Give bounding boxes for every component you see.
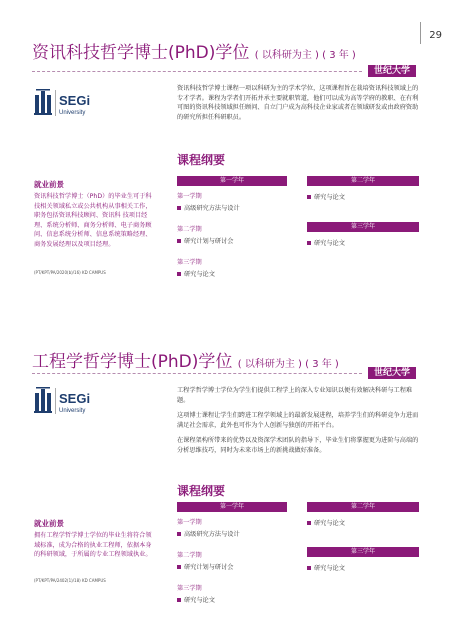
bullet-icon bbox=[307, 566, 311, 570]
curriculum-heading: 课程纲要 bbox=[177, 153, 226, 167]
description-paragraph: 这项博士课程让学生们跨进工程学领域上的最新发展进程，培养学生们的科研竞争力进而满足社会需求，此外也可作为个人创新与独创的开拓平台。 bbox=[177, 412, 419, 429]
semester-label: 第二学期 bbox=[177, 226, 202, 233]
bullet-icon bbox=[177, 239, 181, 243]
program-title-text: 工程学哲学博士(PhD)学位 bbox=[32, 352, 233, 372]
year2-column bbox=[307, 176, 419, 201]
year2-column bbox=[307, 502, 419, 527]
accreditation-code: (PT/KPT/PA/2020(b)/16) KD CAMPUS bbox=[34, 270, 106, 275]
career-text: 资讯科技哲学博士（PhD）的毕业生可于科技相关领域私立或公共机构从事相关工作，职务包括资讯科技顾问、资讯科 技项目经理、系统分析师、商务分析师、电子商务顾问、信息系统分析师、信息系统策略经理、商务发展经理以及项目经理。 bbox=[34, 193, 152, 248]
page-number-divider bbox=[420, 22, 421, 44]
description-paragraph: 在课程架构所带来的优势以及资深学术团队的指导下，毕业生们将掌握更为进阶与高端的分析思维技巧，同时为未来市场上的新挑战做好准备。 bbox=[177, 437, 419, 454]
course-item: 研究与论文 bbox=[307, 563, 419, 572]
course-item: 研究计划与研讨会 bbox=[177, 562, 287, 571]
program-description bbox=[177, 84, 419, 128]
bullet-icon bbox=[177, 272, 181, 276]
semester-label: 第三学期 bbox=[177, 585, 202, 592]
course-item: 研究与论文 bbox=[177, 269, 287, 278]
course-item: 高级研究方法与设计 bbox=[177, 529, 287, 538]
segi-logo bbox=[34, 384, 104, 418]
semester-label: 第一学期 bbox=[177, 519, 202, 526]
year2-header: 第二学年 bbox=[307, 502, 419, 512]
year3-header: 第三学年 bbox=[307, 222, 419, 232]
brand-tag: 世纪大学 bbox=[368, 367, 416, 379]
year3-header: 第三学年 bbox=[307, 547, 419, 557]
logo-sub: University bbox=[59, 408, 86, 414]
semester-label: 第二学期 bbox=[177, 552, 202, 559]
accreditation-code: (PT/KPT/PA/2402(1)/18) KD CAMPUS bbox=[34, 578, 106, 583]
semester-label: 第三学期 bbox=[177, 259, 202, 266]
program-subtitle: ( 以科研为主 ) ( 3 年 ) bbox=[237, 359, 339, 370]
logo-name: SEGi bbox=[59, 391, 91, 406]
bullet-icon bbox=[177, 206, 181, 210]
bullet-icon bbox=[177, 532, 181, 536]
description-paragraph: 资讯科技哲学博士课程一项以科研为主的学术学位，这项课程旨在栽培资讯科技领域上的专才学者。课程为学者们开拓并承主要就职管道，他们可以成为高等学府的教职、在有利可图的资讯科技领域担任顾问、自立门户成为高科技企业家或者在领域研发或由政府资助的研究所担任科研职员。 bbox=[177, 85, 419, 121]
year1-column bbox=[177, 176, 287, 278]
year1-header: 第一学年 bbox=[177, 502, 287, 512]
bullet-icon bbox=[307, 241, 311, 245]
program-description bbox=[177, 386, 419, 462]
description-paragraph: 工程学哲学博士学位为学生们提供工程学上的深入专业知识以便有效解决科研与工程难题。 bbox=[177, 387, 413, 404]
year1-header: 第一学年 bbox=[177, 176, 287, 186]
brand-tag: 世纪大学 bbox=[368, 65, 416, 77]
career-text: 拥有工程学哲学博士学位的毕业生将符合领域标准，成为合格的执业工程师，依据本身的科研领域，于所属的专业工程领域执业。 bbox=[34, 532, 152, 558]
course-item: 高级研究方法与设计 bbox=[177, 203, 287, 212]
course-item: 研究与论文 bbox=[177, 595, 287, 604]
course-item: 研究与论文 bbox=[307, 192, 419, 201]
career-heading: 就业前景 bbox=[34, 519, 64, 528]
course-item: 研究与论文 bbox=[307, 518, 419, 527]
bullet-icon bbox=[177, 598, 181, 602]
title-divider bbox=[32, 71, 362, 72]
program-subtitle: ( 以科研为主 ) ( 3 年 ) bbox=[254, 50, 356, 61]
year1-column bbox=[177, 502, 287, 604]
logo-sub: University bbox=[59, 110, 86, 116]
bullet-icon bbox=[307, 195, 311, 199]
career-heading: 就业前景 bbox=[34, 180, 64, 189]
segi-logo bbox=[34, 86, 104, 120]
year3-column bbox=[307, 547, 419, 572]
year2-header: 第二学年 bbox=[307, 176, 419, 186]
program-title bbox=[32, 347, 339, 372]
bullet-icon bbox=[177, 565, 181, 569]
page-number: 29 bbox=[429, 30, 442, 41]
program-title-text: 资讯科技哲学博士(PhD)学位 bbox=[32, 43, 250, 63]
semester-label: 第一学期 bbox=[177, 193, 202, 200]
curriculum-heading: 课程纲要 bbox=[177, 484, 226, 498]
course-item: 研究与论文 bbox=[307, 238, 419, 247]
program-title bbox=[32, 38, 356, 63]
course-item: 研究计划与研讨会 bbox=[177, 236, 287, 245]
title-divider bbox=[32, 373, 362, 374]
year3-column bbox=[307, 222, 419, 247]
bullet-icon bbox=[307, 521, 311, 525]
logo-name: SEGi bbox=[59, 93, 91, 108]
